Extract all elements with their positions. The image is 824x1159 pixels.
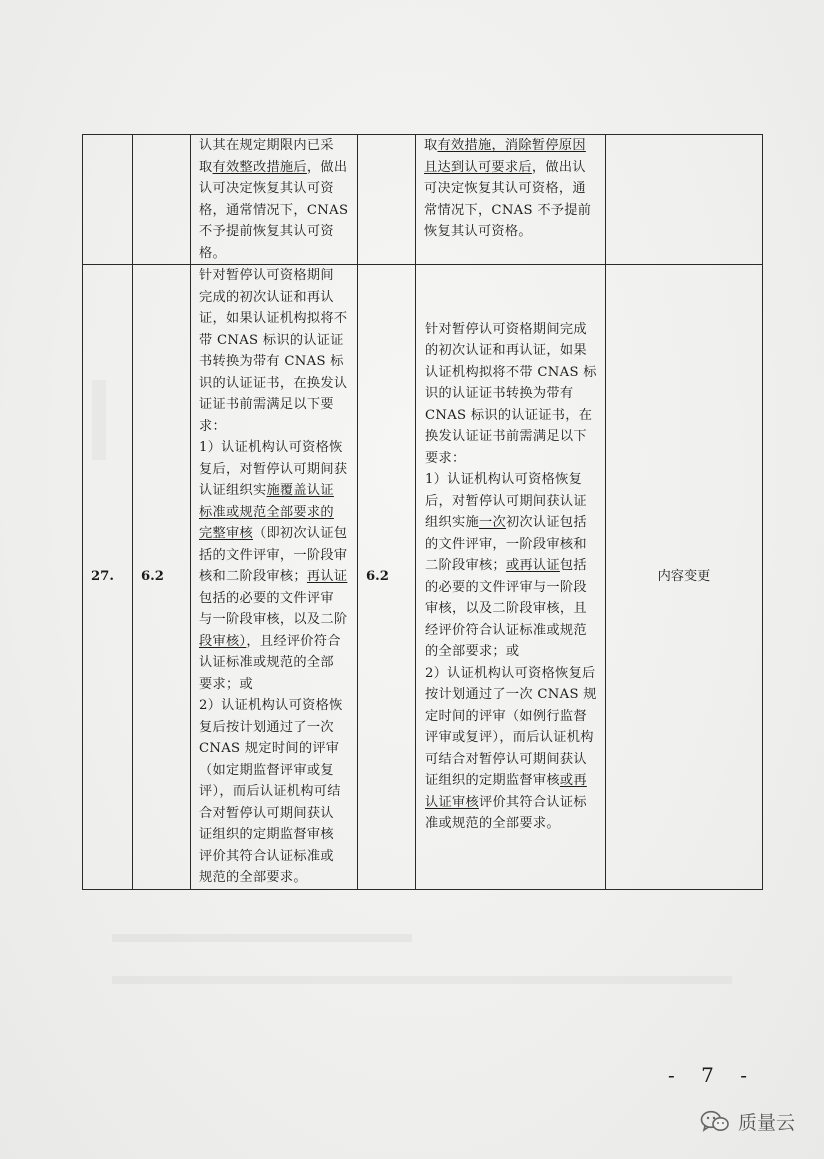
text-line: 书转换为带有 CNAS 标	[199, 354, 344, 369]
page-number: - 7 -	[668, 1063, 757, 1087]
text-line: 的全部要求；或	[425, 644, 520, 660]
text-line: 常情况下，CNAS 不予提前	[424, 202, 592, 218]
table-row	[83, 265, 763, 890]
text-line: 针对暂停认可资格期间	[199, 268, 334, 283]
text-line: 完整审核（即初次认证包	[199, 526, 348, 541]
text-line: 认证机构拟将不带 CNAS 标	[425, 364, 597, 380]
text-line: 识的认证证书转换为带有	[425, 386, 574, 402]
old-text-cell	[191, 135, 358, 265]
new-text-cell	[416, 265, 606, 890]
text-line: 格。	[199, 245, 226, 261]
text-line: 段审核），且经评价符合	[199, 633, 341, 649]
old-clause-cell: 6.2	[133, 265, 191, 890]
text-line: CNAS 规定时间的评审	[199, 741, 340, 756]
text-line: 证证书前需满足以下要	[199, 397, 334, 412]
note-cell	[606, 135, 763, 265]
text-line: 证组织的定期监督审核	[199, 827, 334, 842]
note-cell: 内容变更	[606, 265, 763, 890]
text-line: 复后按计划通过了一次	[199, 719, 334, 735]
new-clause-cell: 6.2	[358, 265, 416, 890]
text-line: 按计划通过了一次 CNAS 规	[425, 687, 597, 703]
text-line: 换发认证证书前需满足以下	[425, 429, 587, 445]
text-line: 格，通常情况下，CNAS	[199, 202, 349, 218]
text-line: 合对暂停认可期间获认	[199, 805, 334, 821]
text-line: 认证组织实施覆盖认证	[199, 483, 334, 498]
text-line: 完成的初次认证和再认	[199, 289, 334, 305]
text-line: 要求；或	[199, 676, 253, 692]
text-line: 与一阶段审核，以及二阶	[199, 612, 348, 627]
text-line: 评审或复评），而后认证机构	[425, 730, 594, 746]
text-line: 组织实施一次初次认证包括	[425, 515, 587, 531]
text-line: 认其在规定期限内已采	[199, 138, 334, 153]
text-line: 评价其符合认证标准或	[199, 848, 334, 864]
text-line: 经评价符合认证标准或规范	[425, 622, 587, 638]
text-line: 认证审核评价其符合认证标	[425, 794, 587, 810]
text-line: 可结合对暂停认可期间获认	[425, 751, 587, 767]
text-line: 识的认证证书，在换发认	[199, 375, 348, 391]
text-line: 求：	[199, 418, 226, 434]
new-text-cell	[416, 135, 606, 265]
text-line: 后，对暂停认可期间获认证	[425, 493, 587, 509]
text-line: 审核，以及二阶段审核，且	[425, 601, 587, 617]
table-row	[83, 135, 763, 265]
text-line: 括的文件评审，一阶段审	[199, 547, 348, 563]
text-line: 二阶段审核；或再认证包括	[425, 558, 587, 574]
comparison-table	[82, 134, 763, 890]
text-line: 准或规范的全部要求。	[425, 816, 560, 832]
bleed-through-text	[112, 934, 412, 942]
text-line: 包括的必要的文件评审	[199, 590, 334, 606]
text-line: 要求：	[425, 450, 466, 466]
text-line: 带 CNAS 标识的认证证	[199, 332, 344, 348]
text-line: 评），而后认证机构可结	[199, 784, 341, 799]
text-line: 1）认证机构认可资格恢	[199, 440, 343, 455]
text-line: 定时间的评审（如例行监督	[425, 708, 587, 724]
text-line: 针对暂停认可资格期间完成	[425, 321, 587, 337]
text-line: 证，如果认证机构拟将不	[199, 311, 348, 326]
watermark	[700, 1108, 795, 1135]
wechat-icon	[700, 1110, 730, 1134]
new-clause-cell	[358, 135, 416, 265]
text-line: 复后，对暂停认可期间获	[199, 461, 348, 477]
bleed-through-text	[112, 976, 732, 984]
text-line: 的文件评审，一阶段审核和	[425, 536, 587, 552]
text-line: 恢复其认可资格。	[424, 224, 532, 239]
row-number-cell	[83, 135, 133, 265]
text-line: 1）认证机构认可资格恢复	[425, 472, 583, 488]
text-line: 规范的全部要求。	[199, 870, 307, 885]
text-line: 认可决定恢复其认可资	[199, 181, 334, 196]
row-number-cell: 27.	[83, 265, 133, 890]
text-line: 取有效措施，消除暂停原因	[424, 138, 586, 153]
text-line: 的初次认证和再认证，如果	[425, 343, 587, 359]
text-line: 2）认证机构认可资格恢复后	[425, 665, 596, 681]
text-line: 且达到认可要求后，做出认	[424, 159, 586, 175]
old-clause-cell	[133, 135, 191, 265]
text-line: 的必要的文件评审与一阶段	[425, 579, 587, 595]
text-line: 取有效整改措施后，做出	[199, 159, 348, 175]
text-line: 可决定恢复其认可资格，通	[424, 181, 586, 196]
text-line: 不予提前恢复其认可资	[199, 224, 334, 239]
watermark-text: 质量云	[738, 1112, 796, 1134]
text-line: （如定期监督评审或复	[199, 762, 334, 778]
text-line: 认证标准或规范的全部	[199, 655, 334, 670]
text-line: 2）认证机构认可资格恢	[199, 698, 343, 713]
text-line: 核和二阶段审核；再认证	[199, 569, 348, 584]
text-line: CNAS 标识的认证证书，在	[425, 407, 593, 423]
text-line: 标准或规范全部要求的	[199, 504, 334, 520]
text-line: 证组织的定期监督审核或再	[425, 773, 587, 789]
old-text-cell	[191, 265, 358, 890]
